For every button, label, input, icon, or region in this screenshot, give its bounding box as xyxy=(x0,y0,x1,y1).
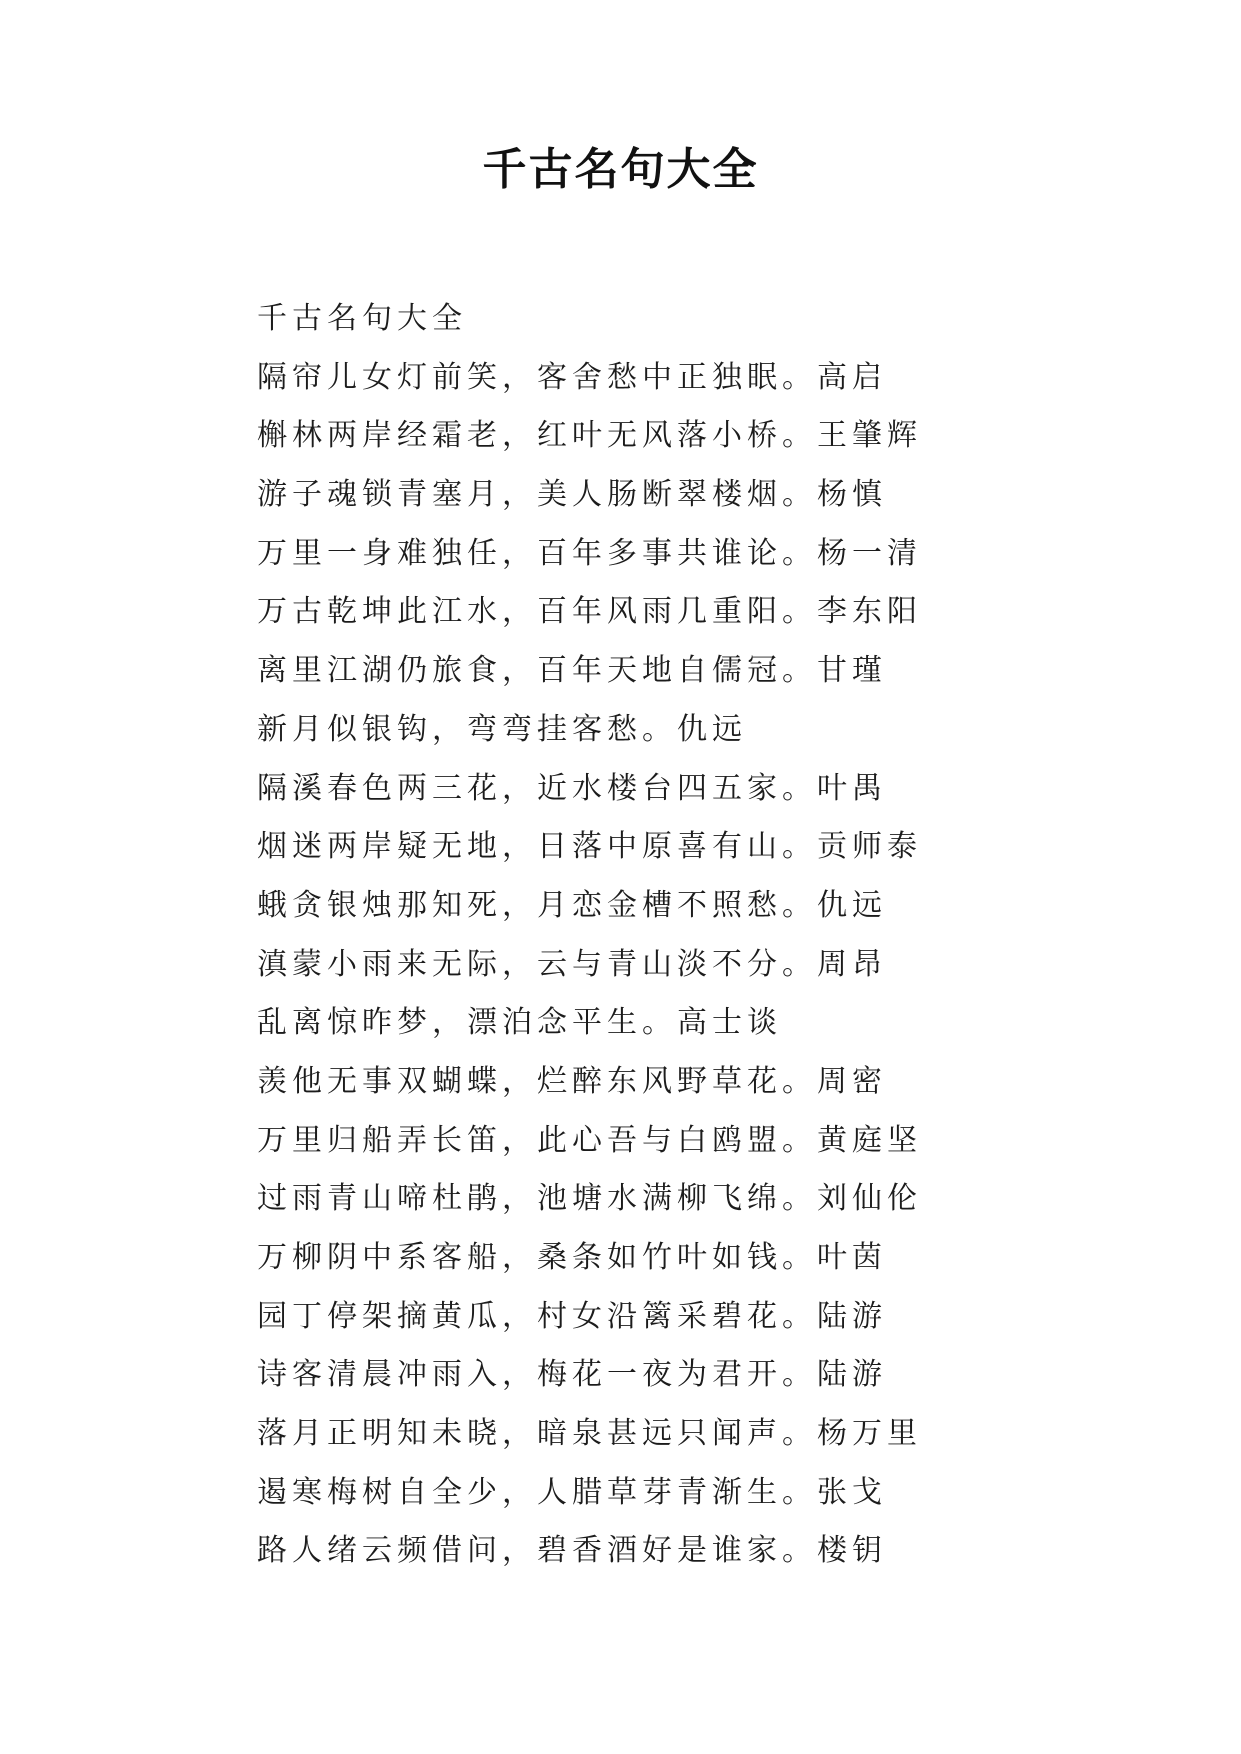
quote-line: 游子魂锁青塞月，美人肠断翠楼烟。杨慎 xyxy=(257,477,887,513)
quote-line: 过雨青山啼杜鹃，池塘水满柳飞绵。刘仙伦 xyxy=(257,1181,922,1217)
quote-line: 离里江湖仍旅食，百年天地自儒冠。甘瑾 xyxy=(257,653,887,689)
quote-line: 滇蒙小雨来无际，云与青山淡不分。周昂 xyxy=(257,946,887,982)
quote-line: 烟迷两岸疑无地，日落中原喜有山。贡师泰 xyxy=(257,829,922,865)
quote-line: 诗客清晨冲雨入，梅花一夜为君开。陆游 xyxy=(257,1357,887,1393)
quote-line: 隔溪春色两三花，近水楼台四五家。叶禺 xyxy=(257,770,887,806)
quote-line: 万柳阴中系客船，桑条如竹叶如钱。叶茵 xyxy=(257,1240,887,1275)
quote-line: 万里一身难独任，百年多事共谁论。杨一清 xyxy=(257,535,922,571)
document-subtitle: 千古名句大全 xyxy=(257,301,467,336)
quote-line: 遏寒梅树自全少，人腊草芽青渐生。张戈 xyxy=(257,1474,887,1510)
quote-line: 乱离惊昨梦，漂泊念平生。高士谈 xyxy=(257,1005,782,1041)
quote-line: 槲林两岸经霜老，红叶无风落小桥。王肇辉 xyxy=(257,418,922,454)
document-body xyxy=(257,290,1017,1581)
page-title: 千古名句大全 xyxy=(482,144,759,195)
quote-line: 园丁停架摘黄瓜，村女沿篱采碧花。陆游 xyxy=(257,1298,887,1334)
quote-line: 新月似银钩，弯弯挂客愁。仇远 xyxy=(257,711,747,747)
quote-line: 落月正明知未晓，暗泉甚远只闻声。杨万里 xyxy=(257,1416,922,1452)
quote-line: 万古乾坤此江水，百年风雨几重阳。李东阳 xyxy=(257,594,922,630)
quote-line: 隔帘儿女灯前笑，客舍愁中正独眠。高启 xyxy=(257,359,887,395)
quote-line: 路人绪云频借问，碧香酒好是谁家。楼钥 xyxy=(257,1533,887,1569)
quote-line: 羡他无事双蝴蝶，烂醉东风野草花。周密 xyxy=(257,1063,887,1099)
quote-line: 蛾贪银烛那知死，月恋金槽不照愁。仇远 xyxy=(257,887,887,923)
quote-line: 万里归船弄长笛，此心吾与白鸥盟。黄庭坚 xyxy=(257,1122,922,1158)
